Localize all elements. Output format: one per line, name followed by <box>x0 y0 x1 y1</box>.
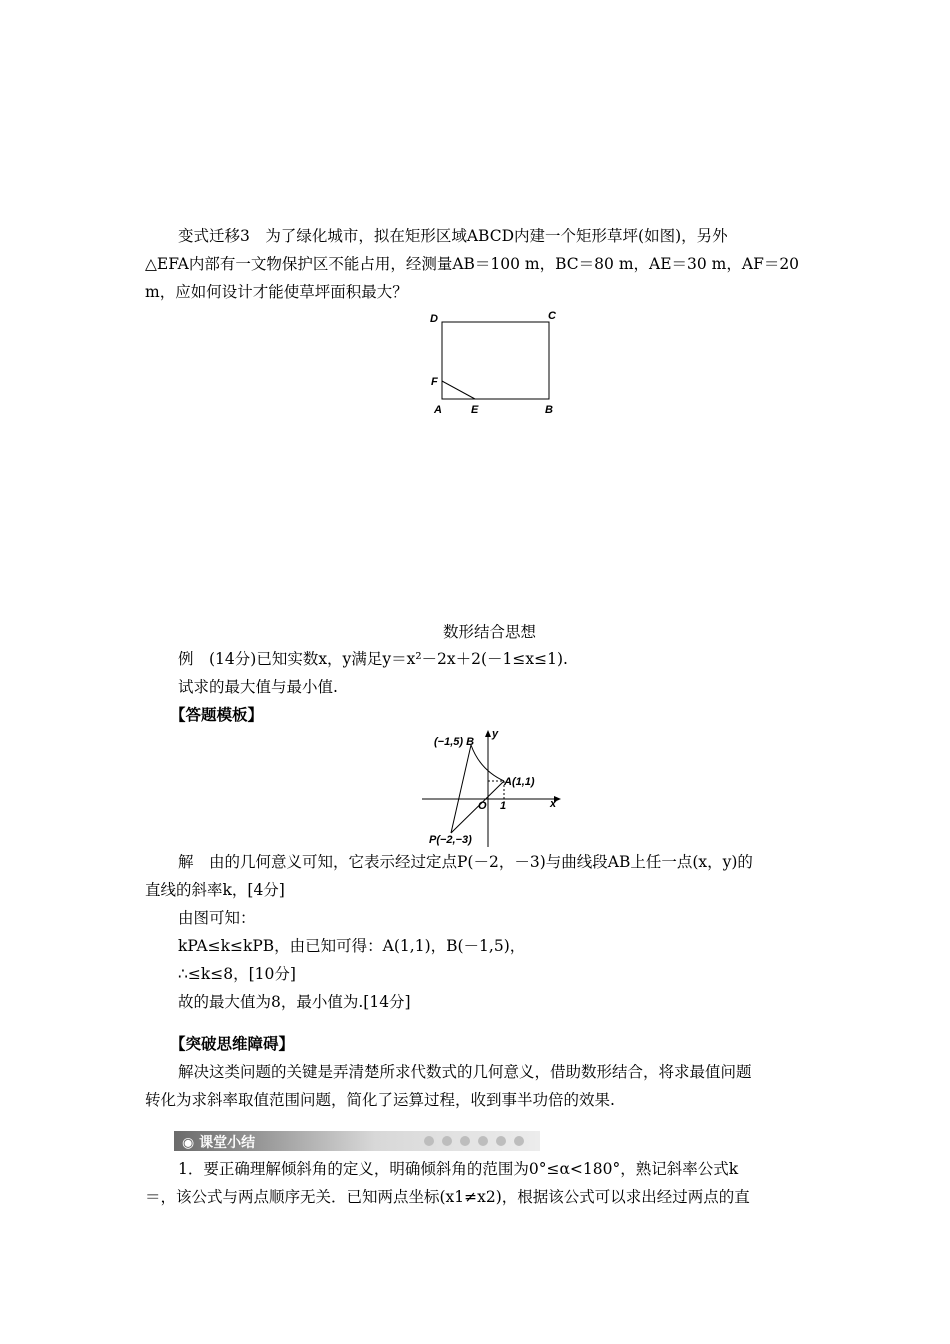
decor-dot-icon <box>514 1136 524 1146</box>
example-line-1: 例 (14分)已知实数x，y满足y＝x²－2x＋2(－1≤x≤1). <box>178 650 568 668</box>
breakthrough-line-2: 转化为求斜率取值范围问题，简化了运算过程，收到事半功倍的效果. <box>145 1091 615 1109</box>
decor-dot-icon <box>460 1136 470 1146</box>
x-axis-label: x <box>550 798 557 810</box>
section-title: 数形结合思想 <box>443 623 537 641</box>
summary-line-1: 1．要正确理解倾斜角的定义，明确倾斜角的范围为0°≤α<180°，熟记斜率公式k <box>178 1160 739 1178</box>
label-f: F <box>431 376 438 388</box>
problem-line-3: m，应如何设计才能使草坪面积最大？ <box>145 283 408 301</box>
y-axis-label: y <box>492 728 499 740</box>
tick-one-label: 1 <box>500 800 507 812</box>
decor-dot-icon <box>496 1136 506 1146</box>
solution-line-1: 解 由的几何意义可知，它表示经过定点P(－2，－3)与曲线段AB上任一点(x，y)的 <box>178 853 753 871</box>
solution-line-6: 故的最大值为8，最小值为.[14分] <box>178 993 411 1011</box>
label-d: D <box>430 313 438 325</box>
point-p-label: P(−2,−3) <box>429 834 472 846</box>
origin-label: O <box>478 800 487 812</box>
label-b: B <box>545 404 553 416</box>
point-a-label: A(1,1) <box>504 776 535 788</box>
example-line-2: 试求的最大值与最小值. <box>178 678 338 696</box>
breakthrough-heading: 【突破思维障碍】 <box>170 1034 295 1053</box>
decor-dot-icon <box>478 1136 488 1146</box>
problem-line-1: 变式迁移3 为了绿化城市，拟在矩形区域ABCD内建一个矩形草坪(如图)，另外 <box>178 227 728 245</box>
slope-graph <box>418 725 568 850</box>
point-b-label: (−1,5) B <box>434 736 475 748</box>
rectangle-figure <box>420 305 570 420</box>
label-e: E <box>471 404 479 416</box>
summary-banner <box>174 1131 540 1151</box>
decor-dot-icon <box>424 1136 434 1146</box>
label-a: A <box>434 404 442 416</box>
template-heading: 【答题模板】 <box>170 705 264 724</box>
solution-line-3: 由图可知： <box>178 909 256 927</box>
solution-line-5: ∴≤k≤8，[10分] <box>178 965 296 983</box>
label-c: C <box>548 310 556 322</box>
problem-line-2: △EFA内部有一文物保护区不能占用，经测量AB＝100 m，BC＝80 m，AE＝30 m，AF＝20 <box>145 255 800 273</box>
solution-line-2: 直线的斜率k，[4分] <box>145 881 285 899</box>
summary-banner-label: ◉ 课堂小结 <box>182 1135 256 1151</box>
solution-line-4: kPA≤k≤kPB，由已知可得：A(1,1)，B(－1,5)， <box>178 937 526 955</box>
decor-dot-icon <box>442 1136 452 1146</box>
breakthrough-line-1: 解决这类问题的关键是弄清楚所求代数式的几何意义，借助数形结合，将求最值问题 <box>178 1063 752 1081</box>
summary-line-2: ＝，该公式与两点顺序无关．已知两点坐标(x1≠x2)，根据该公式可以求出经过两点的直 <box>145 1188 750 1206</box>
